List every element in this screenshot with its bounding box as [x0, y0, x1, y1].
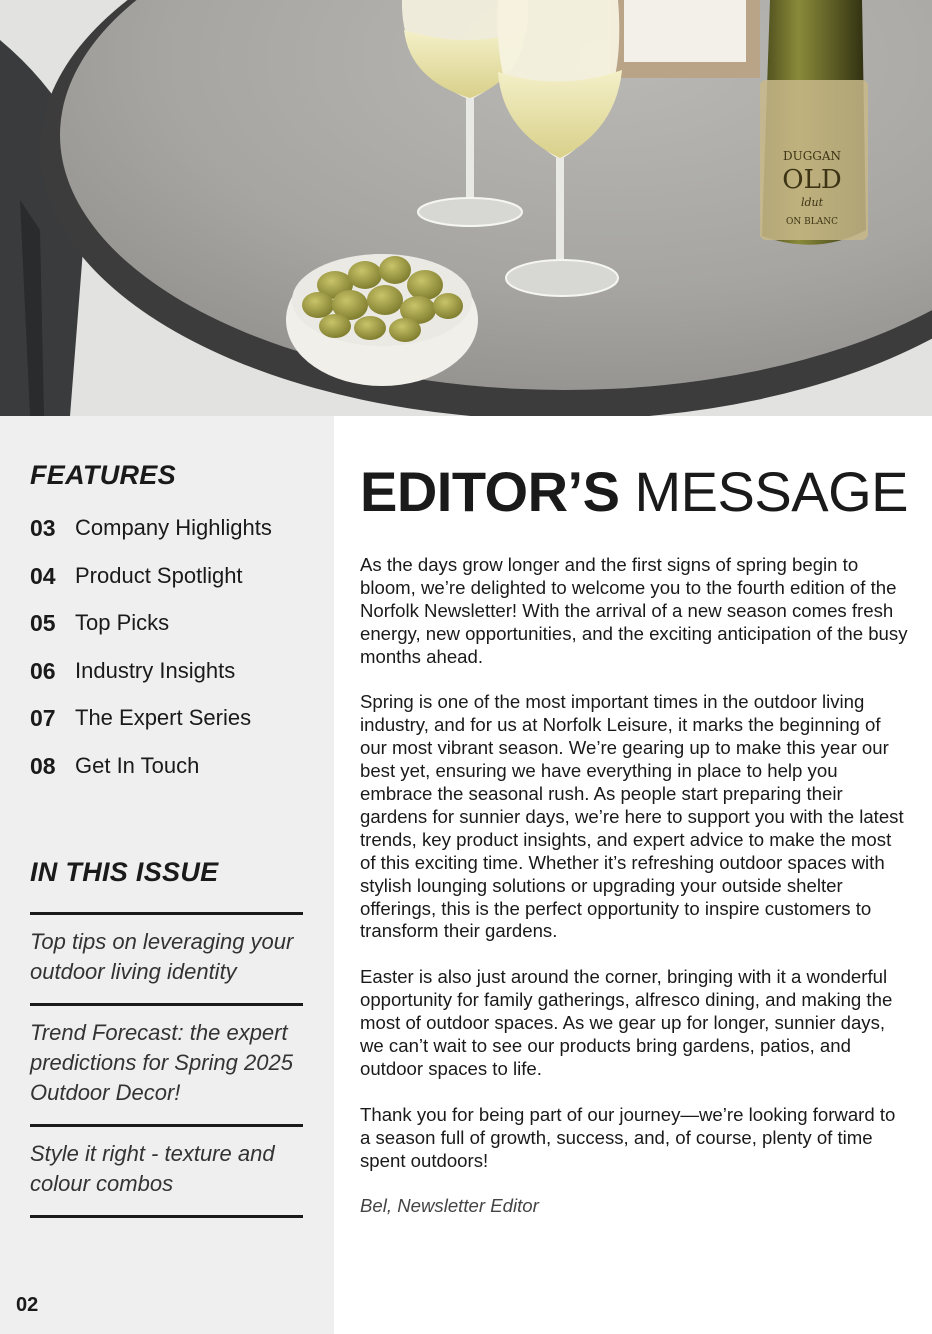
toc-label: The Expert Series — [75, 705, 252, 731]
toc-item[interactable] — [30, 704, 320, 752]
paragraph: Thank you for being part of our journey—we’re looking forward to a season full of growth, success, and, of course, plenty of time spent outdoors! — [360, 1103, 896, 1171]
features-heading: FEATURES — [30, 460, 176, 490]
toc-label: Company Highlights — [75, 515, 272, 540]
toc-page-number: 08 — [30, 752, 56, 779]
svg-text:DUGGAN: DUGGAN — [782, 149, 842, 163]
headline-light: MESSAGE — [634, 460, 908, 523]
paragraph: As the days grow longer and the first signs of spring begin to bloom, we’re delighted to welcome you to the fourth edition of the Norfolk Newsletter! With the arrival of a new season comes fresh energy, new opportunities, and the exciting anticipation of the busy months ahead. — [360, 554, 908, 667]
toc-item[interactable] — [30, 752, 320, 800]
divider — [30, 1215, 303, 1218]
toc-label: Get In Touch — [75, 752, 200, 778]
toc-page-number: 07 — [30, 705, 56, 732]
svg-text:ldut: ldut — [800, 196, 824, 209]
toc-page-number: 06 — [30, 657, 56, 684]
features-list — [30, 514, 320, 800]
toc-label: Top Picks — [75, 610, 170, 636]
toc-label: Product Spotlight — [75, 562, 243, 588]
svg-text:ON BLANC: ON BLANC — [786, 217, 838, 227]
issue-item[interactable]: Trend Forecast: the expert predictions for Spring 2025 Outdoor Decor! — [30, 1020, 293, 1105]
sidebar — [0, 416, 334, 1334]
issue-item[interactable]: Style it right - texture and colour combos — [30, 1141, 275, 1196]
toc-page-number: 03 — [30, 515, 56, 541]
in-this-issue-heading: IN THIS ISSUE — [30, 857, 219, 887]
toc-item[interactable] — [30, 514, 320, 562]
toc-item[interactable] — [30, 609, 320, 657]
paragraph: Easter is also just around the corner, bringing with it a wonderful opportunity for family gatherings, alfresco dining, and making the most of outdoor spaces. As we gear up for longer, sunnier days, we can’t wait to see our products bring gardens, patios, and outdoor spaces to life. — [360, 966, 893, 1079]
toc-page-number: 05 — [30, 610, 56, 637]
toc-page-number: 04 — [30, 562, 56, 589]
paragraph: Spring is one of the most important times in the outdoor living industry, and for us at Norfolk Leisure, it marks the beginning of our most vibrant season. We’re gearing up to make this year our best yet, ensuring we have everything in place to help you embrace the seasonal rush. As people start preparing their gardens for sunnier days, we’re here to support you with the latest trends, key product insights, and expert advice to make the most of this exciting time. Whether it’s refreshing outdoor spaces with stylish lounging solutions or upgrading your outside shelter offerings, this is the perfect opportunity to inspire customers to transform their gardens. — [360, 691, 904, 942]
headline-bold: EDITOR’S — [360, 460, 620, 523]
signature: Bel, Newsletter Editor — [360, 1195, 539, 1217]
page-title — [360, 458, 908, 526]
issue-list — [30, 912, 303, 1218]
toc-item[interactable] — [30, 657, 320, 705]
toc-label: Industry Insights — [75, 657, 236, 683]
svg-text:OLD: OLD — [782, 165, 842, 195]
page-number: 02 — [16, 1294, 39, 1316]
hero-photo — [0, 0, 932, 416]
issue-item[interactable]: Top tips on leveraging your outdoor living identity — [30, 929, 294, 984]
toc-item[interactable] — [30, 562, 320, 610]
article-body — [360, 554, 908, 1241]
